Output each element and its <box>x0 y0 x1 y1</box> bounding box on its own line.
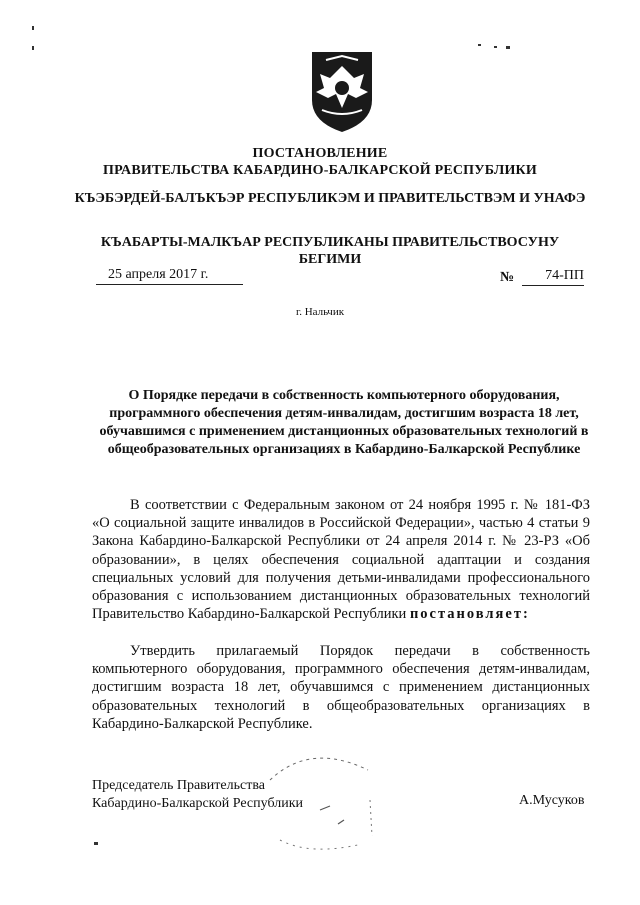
position-line-1: Председатель Правительства <box>92 778 265 793</box>
signatory-name: А.Мусуков <box>519 793 585 808</box>
scan-mark <box>478 44 481 46</box>
preamble-text: В соответствии с Федеральным законом от 24 ноября 1995 г. № 181-ФЗ «О социальной защите инвалидов в Российской Федерации», частью 4 статьи 9 Закона Кабардино-Балкарской Республики от 24 апреля 2014 г. № 23-РЗ «Об образовании», в целях обеспечения социальной адаптации и создания специальных условий для получения детьми-инвалидами профессионального образования с использованием дистанционных образовательных технологий Правительство Кабардино-Балкарской Республики <box>92 497 590 623</box>
document-number: 74-ПП <box>522 266 584 286</box>
government-heading: ПРАВИТЕЛЬСТВА КАБАРДИНО-БАЛКАРСКОЙ РЕСПУБЛИКИ <box>102 163 538 178</box>
scan-mark <box>494 46 497 48</box>
number-label: № <box>500 270 515 285</box>
kabardian-heading: КЪЭБЭРДЕЙ-БАЛЪКЪЭР РЕСПУБЛИКЭМ И ПРАВИТЕЛЬСТВЭМ И УНАФЭ <box>74 191 586 206</box>
scan-mark <box>94 842 98 845</box>
scan-mark <box>32 46 34 50</box>
document-title: О Порядке передачи в собственность компьютерного оборудования, программного обеспечения детям-инвалидам, достигшим возраста 18 лет, обучавшимся с применением дистанционных образовательных технологий в общеобразовательных организациях в Кабардино-Балкарской Республике <box>99 388 589 457</box>
doc-type-heading: ПОСТАНОВЛЕНИЕ <box>252 146 388 161</box>
coat-of-arms-emblem <box>302 48 382 134</box>
position-line-2: Кабардино-Балкарской Республики <box>92 796 303 811</box>
signatory-position <box>92 777 303 813</box>
decree-word: постановляет: <box>409 606 530 623</box>
document-date: 25 апреля 2017 г. <box>96 265 243 285</box>
city-line: г. Нальчик <box>295 306 345 318</box>
balkar-heading: КЪАБАРТЫ-МАЛКЪАР РЕСПУБЛИКАНЫ ПРАВИТЕЛЬСТВОСУНУ БЕГИМИ <box>100 235 560 267</box>
scan-mark <box>506 46 510 49</box>
preamble-paragraph <box>92 496 590 623</box>
resolution-paragraph: Утвердить прилагаемый Порядок передачи в собственность компьютерного оборудования, программного обеспечения детям-инвалидам, достигшим возраста 18 лет, обучавшимся с применением дистанционных образовательных технологий в общеобразовательных организациях в Кабардино-Балкарской Республике. <box>92 643 590 732</box>
scan-mark <box>32 26 34 30</box>
